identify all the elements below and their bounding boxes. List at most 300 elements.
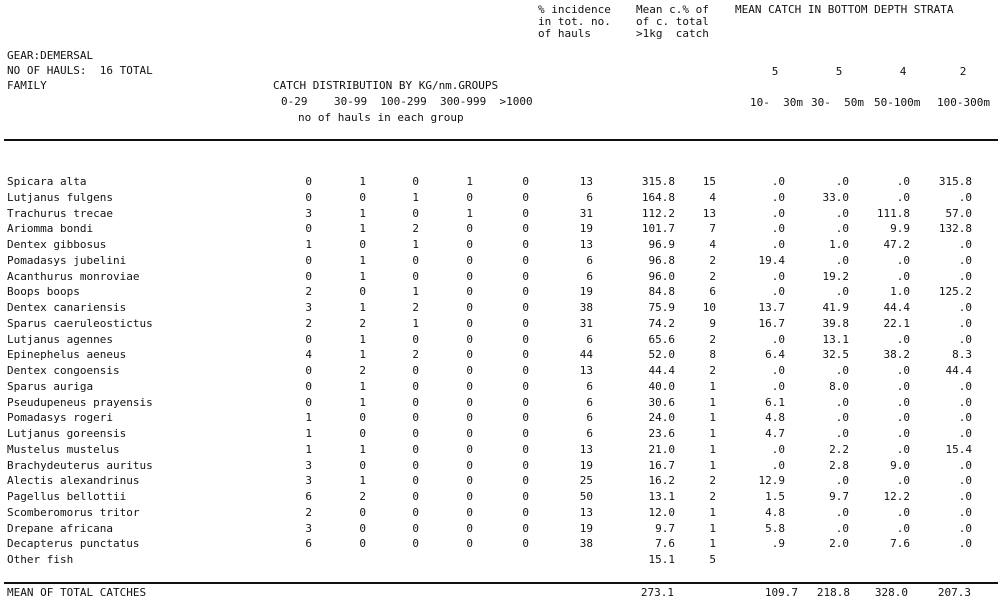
haul-group-count: 0 [412, 175, 419, 188]
gear-label: GEAR:DEMERSAL [7, 49, 94, 62]
stratum-mean-cell: .0 [896, 395, 910, 409]
table-row [0, 332, 999, 347]
haul-group-count: 0 [522, 332, 529, 346]
species-name: Scomberomorus tritor [7, 505, 140, 519]
haul-group-count: 0 [305, 175, 312, 188]
stratum-mean-cell: 32.5 [822, 348, 849, 362]
haul-group-count: 0 [522, 238, 529, 251]
stratum-mean-cell: .0 [771, 285, 785, 299]
haul-group-count: 1 [359, 348, 366, 362]
stratum-mean-cell: 44.4 [883, 301, 910, 314]
stratum-mean-cell: .0 [958, 474, 972, 488]
strata-range-3: 50-100m [874, 96, 921, 109]
mean-catch-cell: 112.2 [641, 206, 675, 220]
haul-group-count: 1 [412, 238, 419, 251]
haul-group-count: 0 [359, 537, 366, 551]
stratum-mean-cell: .0 [958, 395, 972, 409]
stratum-mean-cell: .0 [958, 316, 972, 330]
mean-catch-cell: 52.0 [648, 348, 675, 362]
haul-group-count: 0 [466, 442, 473, 456]
mean-catch-cell: 65.6 [648, 332, 675, 346]
haul-group-count: 3 [305, 206, 312, 220]
mean-catch-cell: 16.7 [648, 458, 675, 472]
species-name: Drepane africana [7, 521, 113, 535]
stratum-mean-cell: 125.2 [938, 285, 972, 299]
mean-total-stratum-3: 328.0 [874, 586, 908, 599]
haul-group-count: 0 [522, 427, 529, 440]
stratum-mean-cell: 44.4 [945, 364, 972, 377]
haul-group-count: 3 [305, 301, 312, 314]
stratum-mean-cell: 9.9 [890, 222, 910, 236]
stratum-mean-cell: 16.7 [758, 316, 785, 330]
table-row [0, 536, 999, 551]
haul-group-count: 0 [412, 490, 419, 503]
stratum-mean-cell: .0 [835, 427, 849, 440]
stratum-mean-cell: 19.4 [758, 253, 785, 267]
haul-group-count: 0 [466, 395, 473, 409]
haul-group-count: 0 [522, 269, 529, 283]
stratum-mean-cell: 111.8 [876, 206, 910, 220]
species-name: Decapterus punctatus [7, 537, 140, 551]
haul-group-count: 2 [305, 505, 312, 519]
percent-cell: 1 [709, 458, 716, 472]
table-row [0, 269, 999, 284]
incidence-cell: 31 [579, 206, 593, 220]
stratum-mean-cell: 315.8 [938, 175, 972, 188]
stratum-mean-cell: .0 [771, 332, 785, 346]
haul-group-count: 1 [412, 316, 419, 330]
haul-group-count: 0 [466, 222, 473, 236]
haul-group-count: 1 [359, 379, 366, 393]
strata-range-2: 30- 50m [811, 96, 864, 109]
stratum-mean-cell: 4.7 [765, 427, 785, 440]
mean-catch-cell: 7.6 [655, 537, 675, 551]
table-row [0, 505, 999, 520]
haul-group-count: 0 [522, 190, 529, 204]
haul-group-count: 1 [359, 395, 366, 409]
percent-cell: 10 [702, 301, 716, 314]
stratum-mean-cell: .0 [771, 190, 785, 204]
haul-group-count: 0 [359, 190, 366, 204]
mean-catch-cell: 12.0 [648, 505, 675, 519]
stratum-mean-cell: 4.8 [765, 505, 785, 519]
stratum-mean-cell: .0 [771, 379, 785, 393]
haul-group-count: 0 [305, 332, 312, 346]
stratum-mean-cell: 1.0 [890, 285, 910, 299]
percent-cell: 1 [709, 379, 716, 393]
incidence-cell: 13 [579, 238, 593, 251]
table-row [0, 190, 999, 205]
stratum-mean-cell: .0 [958, 458, 972, 472]
footer-divider [4, 582, 998, 584]
mean-total-stratum-2: 218.8 [816, 586, 850, 599]
haul-group-count: 0 [466, 332, 473, 346]
mean-catch-cell: 164.8 [641, 190, 675, 204]
haul-group-count: 0 [522, 379, 529, 393]
haul-group-count: 0 [359, 238, 366, 251]
haul-group-count: 0 [466, 458, 473, 472]
percent-cell: 1 [709, 521, 716, 535]
haul-group-count: 3 [305, 474, 312, 488]
incidence-cell: 6 [586, 332, 593, 346]
stratum-mean-cell: .0 [958, 332, 972, 346]
haul-group-count: 0 [412, 427, 419, 440]
incidence-cell: 44 [579, 348, 593, 362]
strata-count-4: 2 [959, 65, 967, 78]
stratum-mean-cell: .0 [958, 427, 972, 440]
haul-group-count: 2 [412, 222, 419, 236]
stratum-mean-cell: 15.4 [945, 442, 972, 456]
mean-total-stratum-4: 207.3 [937, 586, 971, 599]
mean-total-label: MEAN OF TOTAL CATCHES [7, 586, 147, 599]
stratum-mean-cell: .0 [835, 206, 849, 220]
stratum-mean-cell: .0 [771, 364, 785, 377]
haul-group-count: 0 [466, 379, 473, 393]
species-name: Dentex gibbosus [7, 238, 107, 251]
incidence-cell: 6 [586, 411, 593, 425]
incidence-cell: 50 [579, 490, 593, 503]
percent-cell: 1 [709, 537, 716, 551]
stratum-mean-cell: 13.1 [822, 332, 849, 346]
haul-group-count: 0 [412, 253, 419, 267]
haul-group-count: 0 [466, 269, 473, 283]
haul-group-count: 1 [359, 269, 366, 283]
haul-group-count: 0 [522, 442, 529, 456]
family-label: FAMILY [7, 79, 47, 92]
incidence-cell: 6 [586, 427, 593, 440]
stratum-mean-cell: 8.0 [829, 379, 849, 393]
incidence-cell: 6 [586, 395, 593, 409]
haul-group-count: 3 [305, 521, 312, 535]
incidence-cell: 38 [579, 301, 593, 314]
haul-group-count: 0 [359, 285, 366, 299]
haul-group-count: 2 [359, 316, 366, 330]
haul-group-count: 0 [522, 222, 529, 236]
stratum-mean-cell: .0 [896, 521, 910, 535]
stratum-mean-cell: .0 [958, 521, 972, 535]
stratum-mean-cell: 1.0 [829, 238, 849, 251]
table-row [0, 206, 999, 221]
haul-group-count: 1 [359, 253, 366, 267]
haul-group-count: 1 [359, 206, 366, 220]
haul-group-count: 1 [412, 190, 419, 204]
haul-group-count: 0 [522, 537, 529, 551]
table-row [0, 363, 999, 378]
incidence-cell: 13 [579, 364, 593, 377]
stratum-mean-cell: .0 [771, 175, 785, 188]
haul-group-count: 0 [359, 521, 366, 535]
stratum-mean-cell: 41.9 [822, 301, 849, 314]
haul-group-count: 0 [466, 238, 473, 251]
stratum-mean-cell: .0 [835, 505, 849, 519]
catch-distribution-groups: 0-29 30-99 100-299 300-999 >1000 [281, 95, 533, 108]
haul-group-count: 0 [466, 490, 473, 503]
stratum-mean-cell: 2.8 [829, 458, 849, 472]
table-row [0, 379, 999, 394]
haul-group-count: 1 [359, 474, 366, 488]
stratum-mean-cell: .0 [958, 190, 972, 204]
species-name: Sparus auriga [7, 379, 94, 393]
mean-total-stratum-1: 109.7 [764, 586, 798, 599]
haul-group-count: 0 [466, 474, 473, 488]
incidence-cell: 25 [579, 474, 593, 488]
stratum-mean-cell: .0 [835, 253, 849, 267]
haul-group-count: 0 [412, 474, 419, 488]
haul-group-count: 0 [522, 521, 529, 535]
table-row [0, 237, 999, 252]
incidence-cell: 19 [579, 222, 593, 236]
percent-cell: 6 [709, 285, 716, 299]
stratum-mean-cell: 12.9 [758, 474, 785, 488]
haul-group-count: 0 [522, 301, 529, 314]
stratum-mean-cell: .0 [835, 364, 849, 377]
haul-group-count: 0 [522, 395, 529, 409]
haul-group-count: 0 [359, 427, 366, 440]
stratum-mean-cell: 9.0 [890, 458, 910, 472]
species-name: Lutjanus fulgens [7, 190, 113, 204]
stratum-mean-cell: 19.2 [822, 269, 849, 283]
table-row [0, 284, 999, 299]
haul-group-count: 0 [412, 411, 419, 425]
haul-group-count: 2 [412, 348, 419, 362]
stratum-mean-cell: .0 [896, 427, 910, 440]
table-row [0, 473, 999, 488]
strata-range-4: 100-300m [937, 96, 990, 109]
haul-group-count: 0 [466, 316, 473, 330]
species-name: Mustelus mustelus [7, 442, 120, 456]
haul-group-count: 1 [359, 301, 366, 314]
stratum-mean-cell: .0 [835, 222, 849, 236]
stratum-mean-cell: .0 [958, 379, 972, 393]
mean-catch-cell: 96.8 [648, 253, 675, 267]
haul-group-count: 0 [466, 521, 473, 535]
mean-percent-header: Mean c.% of of c. total >1kg catch [636, 3, 709, 40]
stratum-mean-cell: .0 [958, 537, 972, 551]
haul-group-count: 0 [522, 316, 529, 330]
haul-group-count: 0 [522, 253, 529, 267]
stratum-mean-cell: .0 [896, 332, 910, 346]
incidence-cell: 13 [579, 175, 593, 188]
incidence-cell: 13 [579, 442, 593, 456]
stratum-mean-cell: .0 [958, 238, 972, 251]
haul-group-count: 1 [359, 332, 366, 346]
table-row [0, 426, 999, 441]
haul-group-count: 6 [305, 537, 312, 551]
table-row [0, 521, 999, 536]
haul-group-count: 2 [305, 285, 312, 299]
incidence-cell: 6 [586, 253, 593, 267]
stratum-mean-cell: .0 [896, 442, 910, 456]
mean-catch-cell: 40.0 [648, 379, 675, 393]
incidence-cell: 19 [579, 458, 593, 472]
stratum-mean-cell: 2.0 [829, 537, 849, 551]
incidence-cell: 13 [579, 505, 593, 519]
haul-group-count: 1 [305, 427, 312, 440]
stratum-mean-cell: .0 [896, 411, 910, 425]
haul-group-count: 0 [522, 458, 529, 472]
stratum-mean-cell: 6.4 [765, 348, 785, 362]
percent-cell: 2 [709, 269, 716, 283]
haul-group-count: 0 [522, 411, 529, 425]
species-name: Lutjanus goreensis [7, 427, 127, 440]
haul-group-count: 0 [305, 269, 312, 283]
stratum-mean-cell: .0 [896, 190, 910, 204]
haul-group-count: 0 [466, 537, 473, 551]
haul-group-count: 0 [412, 269, 419, 283]
mean-catch-cell: 30.6 [648, 395, 675, 409]
haul-group-count: 0 [466, 301, 473, 314]
haul-group-count: 0 [359, 505, 366, 519]
stratum-mean-cell: .0 [958, 411, 972, 425]
percent-cell: 8 [709, 348, 716, 362]
species-name: Pomadasys jubelini [7, 253, 127, 267]
haul-group-count: 2 [305, 316, 312, 330]
haul-group-count: 0 [466, 253, 473, 267]
mean-catch-cell: 15.1 [648, 553, 675, 566]
stratum-mean-cell: .0 [896, 364, 910, 377]
catch-distribution-subtitle: no of hauls in each group [298, 111, 464, 124]
haul-group-count: 0 [466, 505, 473, 519]
haul-group-count: 1 [359, 442, 366, 456]
species-name: Epinephelus aeneus [7, 348, 127, 362]
haul-group-count: 1 [305, 411, 312, 425]
incidence-header: % incidence in tot. no. of hauls [538, 3, 611, 40]
haul-group-count: 0 [522, 348, 529, 362]
species-name: Alectis alexandrinus [7, 474, 140, 488]
haul-group-count: 0 [412, 458, 419, 472]
percent-cell: 15 [702, 175, 716, 188]
percent-cell: 2 [709, 332, 716, 346]
stratum-mean-cell: 12.2 [883, 490, 910, 503]
stratum-mean-cell: .0 [835, 285, 849, 299]
haul-group-count: 0 [412, 442, 419, 456]
stratum-mean-cell: .0 [896, 269, 910, 283]
haul-group-count: 0 [305, 222, 312, 236]
stratum-mean-cell: 57.0 [945, 206, 972, 220]
haul-group-count: 0 [412, 379, 419, 393]
stratum-mean-cell: .0 [958, 505, 972, 519]
haul-group-count: 0 [305, 190, 312, 204]
mean-catch-cell: 74.2 [648, 316, 675, 330]
percent-cell: 1 [709, 442, 716, 456]
stratum-mean-cell: 7.6 [890, 537, 910, 551]
species-name: Pseudupeneus prayensis [7, 395, 153, 409]
species-name: Brachydeuterus auritus [7, 458, 153, 472]
haul-group-count: 4 [305, 348, 312, 362]
haul-group-count: 0 [305, 395, 312, 409]
table-row [0, 221, 999, 236]
haul-group-count: 0 [522, 285, 529, 299]
haul-group-count: 0 [412, 364, 419, 377]
percent-cell: 7 [709, 222, 716, 236]
stratum-mean-cell: 8.3 [952, 348, 972, 362]
strata-count-3: 4 [899, 65, 907, 78]
incidence-cell: 6 [586, 379, 593, 393]
table-row [0, 347, 999, 362]
species-name: Other fish [7, 553, 74, 566]
stratum-mean-cell: .0 [896, 379, 910, 393]
mean-catch-cell: 84.8 [648, 285, 675, 299]
haul-group-count: 0 [412, 206, 419, 220]
stratum-mean-cell: .0 [771, 222, 785, 236]
haul-group-count: 0 [522, 505, 529, 519]
haul-group-count: 0 [305, 379, 312, 393]
haul-group-count: 1 [466, 175, 473, 188]
haul-group-count: 0 [466, 364, 473, 377]
stratum-mean-cell: 4.8 [765, 411, 785, 425]
haul-group-count: 0 [359, 458, 366, 472]
haul-group-count: 3 [305, 458, 312, 472]
stratum-mean-cell: 6.1 [765, 395, 785, 409]
percent-cell: 13 [702, 206, 716, 220]
incidence-cell: 6 [586, 269, 593, 283]
species-name: Spicara alta [7, 175, 87, 188]
haul-group-count: 1 [359, 222, 366, 236]
stratum-mean-cell: .0 [896, 253, 910, 267]
haul-group-count: 0 [412, 395, 419, 409]
haul-group-count: 0 [522, 490, 529, 503]
percent-cell: 4 [709, 238, 716, 251]
mean-total-value: 273.1 [640, 586, 674, 599]
hauls-label: NO OF HAULS: 16 TOTAL [7, 64, 153, 77]
haul-group-count: 1 [305, 238, 312, 251]
stratum-mean-cell: .0 [896, 474, 910, 488]
haul-group-count: 0 [412, 537, 419, 551]
haul-group-count: 0 [412, 505, 419, 519]
stratum-mean-cell: .0 [835, 175, 849, 188]
stratum-mean-cell: .0 [835, 474, 849, 488]
mean-catch-cell: 9.7 [655, 521, 675, 535]
mean-catch-cell: 96.9 [648, 238, 675, 251]
stratum-mean-cell: 9.7 [829, 490, 849, 503]
species-name: Boops boops [7, 285, 80, 299]
stratum-mean-cell: 38.2 [883, 348, 910, 362]
haul-group-count: 1 [466, 206, 473, 220]
incidence-cell: 19 [579, 521, 593, 535]
stratum-mean-cell: .9 [771, 537, 785, 551]
haul-group-count: 1 [359, 175, 366, 188]
table-row [0, 442, 999, 457]
mean-catch-cell: 315.8 [641, 175, 675, 188]
stratum-mean-cell: .0 [835, 395, 849, 409]
stratum-mean-cell: 33.0 [822, 190, 849, 204]
species-name: Pagellus bellottii [7, 490, 127, 503]
haul-group-count: 0 [305, 364, 312, 377]
haul-group-count: 1 [305, 442, 312, 456]
table-row [0, 489, 999, 504]
incidence-cell: 31 [579, 316, 593, 330]
incidence-cell: 19 [579, 285, 593, 299]
percent-cell: 1 [709, 395, 716, 409]
mean-catch-cell: 75.9 [648, 301, 675, 314]
percent-cell: 9 [709, 316, 716, 330]
percent-cell: 2 [709, 474, 716, 488]
haul-group-count: 2 [359, 490, 366, 503]
haul-group-count: 2 [412, 301, 419, 314]
table-row [0, 458, 999, 473]
mean-catch-cell: 13.1 [648, 490, 675, 503]
haul-group-count: 0 [412, 521, 419, 535]
stratum-mean-cell: .0 [896, 505, 910, 519]
table-row [0, 410, 999, 425]
mean-catch-cell: 44.4 [648, 364, 675, 377]
stratum-mean-cell: .0 [771, 458, 785, 472]
table-row [0, 395, 999, 410]
species-name: Lutjanus agennes [7, 332, 113, 346]
percent-cell: 1 [709, 427, 716, 440]
percent-cell: 5 [709, 553, 716, 566]
stratum-mean-cell: .0 [835, 411, 849, 425]
